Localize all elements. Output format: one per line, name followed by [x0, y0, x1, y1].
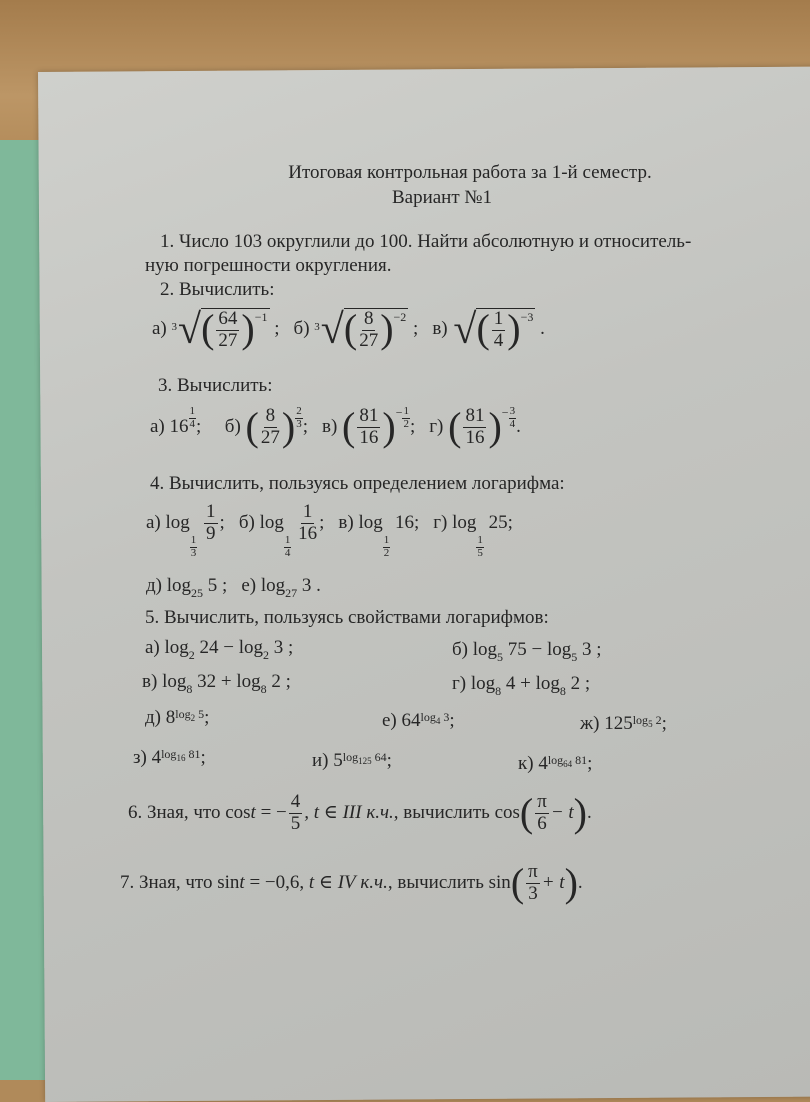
problem-4-heading: 4. Вычислить, пользуясь определением логарифма: [150, 473, 565, 494]
problem-3-heading: 3. Вычислить: [158, 375, 273, 396]
item-3: г) log $\frac{1}{5}$ 25; [433, 511, 513, 559]
item-2: в) √ ( $\frac{1}{4}$ ) −3 . [432, 306, 545, 353]
problem-2-heading: 2. Вычислить: [160, 279, 275, 300]
item-label: в) [432, 318, 448, 340]
problem-5-item: в) $\log_8 32 + \log_8 2$ ; [142, 671, 291, 696]
item-0: а) 3 √ ( $\frac{64}{27}$ ) −1 ; [152, 306, 280, 353]
problem-4-items-row-2 [146, 575, 335, 600]
item-0: а) log $\frac{1}{3}$ $\frac{1}{9}$ ; [146, 501, 225, 559]
radical: √ ( $\frac{1}{4}$ ) −3 [453, 306, 534, 353]
problem-5-power-item: к) $4^{log_{64} 81}$; [518, 753, 593, 774]
problem-3-items [150, 406, 535, 449]
problem-1-line-2: ную погрешности округления. [145, 255, 392, 276]
radical: 3 √ ( $\frac{8}{27}$ ) −2 [314, 306, 407, 353]
variant: Вариант №1 [391, 187, 493, 208]
radical-sign-icon: √ [453, 306, 477, 353]
problem-6: 6. Зная, что cost = − $\frac{4}{5}$ , t ∈ III к.ч., вычислить cos( $\frac{\pi}{6}$ − t). [128, 790, 592, 836]
separator: ; [196, 415, 202, 437]
problem-4-items [146, 501, 527, 559]
item-row2-1: е) $\log_{27} 3$ . [241, 575, 321, 600]
problem-5-power-item: д) $8^{log_2 5}$; [145, 707, 210, 728]
radical-sign-icon: √ [320, 306, 344, 353]
item-1: б) log $\frac{1}{4}$ $\frac{1}{16}$ ; [238, 501, 325, 559]
radical: 3 √ ( $\frac{64}{27}$ ) −1 [171, 306, 268, 353]
exponent-fraction: $\frac{1}{4}$ [189, 405, 196, 430]
problem-5-item: г) $\log_8 4 + \log_8 2$ ; [452, 673, 591, 698]
item-row2-0: д) $\log_{25} 5$ ; [146, 575, 228, 600]
item-1: б) ( $\frac{8}{27}$ ) $\frac{2}{3}$ ; [224, 404, 308, 450]
item-label: а) [152, 318, 167, 340]
problem-5-item: б) $\log_5 75 - \log_5 3$ ; [452, 639, 602, 664]
radical-sign-icon: √ [178, 306, 202, 353]
item-1: б) 3 √ ( $\frac{8}{27}$ ) −2 ; [293, 306, 419, 353]
problem-5-power-item: е) $64^{log_4 3}$; [382, 710, 455, 731]
problem-5-power-item: и) $5^{log_{125} 64}$; [312, 750, 392, 771]
problem-5-power-item: ж) $125^{log_5 2}$; [580, 713, 667, 734]
title: Итоговая контрольная работа за 1-й семестр. [288, 162, 652, 183]
item-2: в) log $\frac{1}{2}$ 16; [338, 511, 420, 559]
problem-5-power-item: з) $4^{log_{16} 81}$; [133, 747, 206, 768]
item-label: а) [150, 415, 165, 437]
problem-5-heading: 5. Вычислить, пользуясь свойствами логарифмов: [145, 607, 549, 628]
problem-5-item: а) $\log_2 24 - \log_2 3$ ; [145, 637, 294, 662]
base: 16 [169, 415, 189, 437]
item-2: в) ( $\frac{81}{16}$ )− $\frac{1}{2}$ ; [321, 404, 416, 450]
problem-2-items [152, 308, 559, 352]
problem-1-line-1: 1. Число 103 округлили до 100. Найти абсолютную и относитель- [160, 231, 692, 252]
item-label: б) [293, 318, 310, 340]
item-3: г) ( $\frac{81}{16}$ )− $\frac{3}{4}$ . [429, 404, 521, 450]
problem-7: 7. Зная, что sint = −0,6, t ∈ IV к.ч., вычислить sin( $\frac{\pi}{3}$ + t). [120, 860, 583, 906]
